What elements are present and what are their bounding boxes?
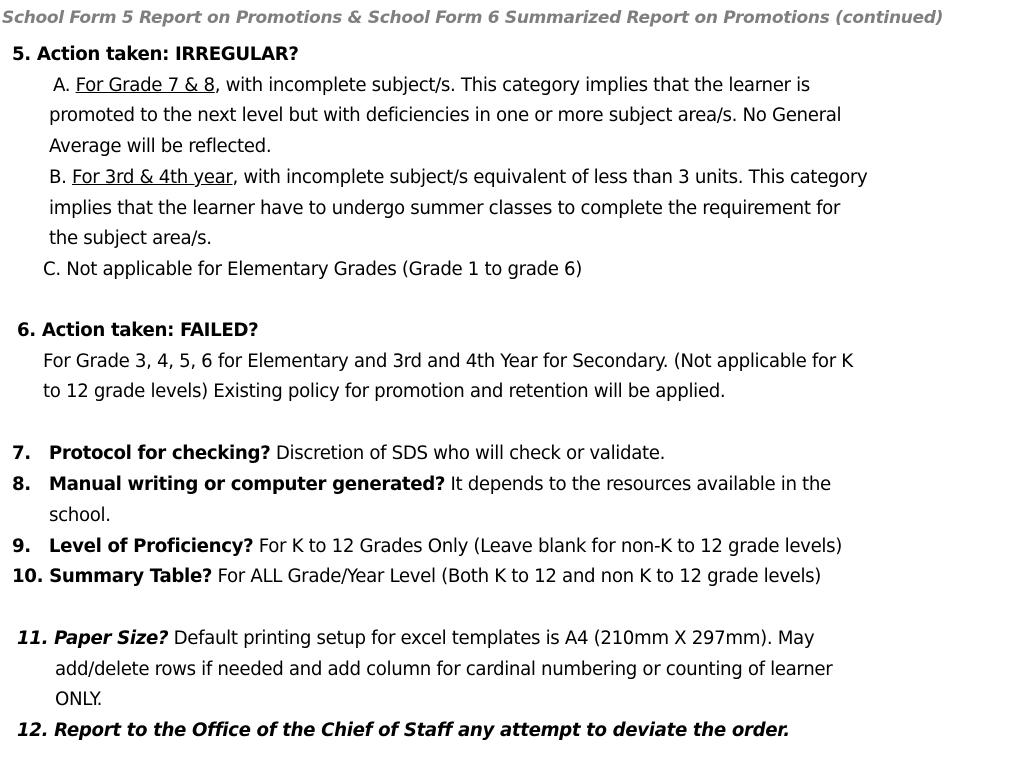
item5-b-line3: the subject area/s. xyxy=(49,228,212,249)
item5-b-line1 xyxy=(49,166,867,190)
item7-label: Protocol for checking? xyxy=(48,443,271,464)
item11-line3: ONLY. xyxy=(55,689,103,710)
item5-b-prefix: B. xyxy=(49,167,72,188)
item9-text: For K to 12 Grades Only (Leave blank for non-K to 12 grade levels) xyxy=(253,536,842,557)
item5-a-grade: For Grade 7 & 8 xyxy=(75,75,215,96)
item9-number: 9. xyxy=(12,536,31,557)
item9 xyxy=(12,535,842,559)
item5-b-text: , with incomplete subject/s equivalent of less than 3 units. This category xyxy=(232,167,868,188)
item10-number: 10. xyxy=(12,566,44,587)
item6-line1: For Grade 3, 4, 5, 6 for Elementary and 3rd and 4th Year for Secondary. (Not applicable for K xyxy=(43,351,853,372)
item10 xyxy=(12,565,821,589)
item5-b-line2: implies that the learner have to undergo summer classes to complete the requirement for xyxy=(49,198,841,219)
item7-number: 7. xyxy=(12,443,31,464)
item8-text: It depends to the resources available in the xyxy=(445,474,831,495)
item7 xyxy=(12,442,665,466)
item11-text: Default printing setup for excel templates is A4 (210mm X 297mm). May xyxy=(168,628,815,649)
item5-a-line1 xyxy=(53,74,810,98)
item7-text: Discretion of SDS who will check or validate. xyxy=(270,443,666,464)
item8 xyxy=(12,473,831,497)
item11-label: 11. Paper Size? xyxy=(17,628,169,649)
item5-heading: 5. Action taken: IRREGULAR? xyxy=(12,44,299,65)
item5-a-text: , with incomplete subject/s. This category implies that the learner is xyxy=(214,75,810,96)
item9-label: Level of Proficiency? xyxy=(48,536,254,557)
item5-c: C. Not applicable for Elementary Grades (Grade 1 to grade 6) xyxy=(43,259,582,280)
slide-title: School Form 5 Report on Promotions & School Form 6 Summarized Report on Promotions (continued) xyxy=(2,8,944,28)
item12: 12. Report to the Office of the Chief of Staff any attempt to deviate the order. xyxy=(17,720,790,741)
item8-label: Manual writing or computer generated? xyxy=(48,474,446,495)
item5-a-prefix: A. xyxy=(53,75,76,96)
item6-line2: to 12 grade levels) Existing policy for promotion and retention will be applied. xyxy=(43,381,726,402)
item8-line2: school. xyxy=(49,505,111,526)
item5-b-year: For 3rd & 4th year xyxy=(72,167,233,188)
item11-line2: add/delete rows if needed and add column for cardinal numbering or counting of learner xyxy=(55,659,833,680)
item8-number: 8. xyxy=(12,474,31,495)
item10-text: For ALL Grade/Year Level (Both K to 12 and non K to 12 grade levels) xyxy=(212,566,822,587)
item11 xyxy=(17,627,814,651)
item10-label: Summary Table? xyxy=(49,566,213,587)
item5-a-line3: Average will be reflected. xyxy=(49,136,272,157)
item6-heading: 6. Action taken: FAILED? xyxy=(17,320,259,341)
item5-a-line2: promoted to the next level but with deficiencies in one or more subject area/s. No General xyxy=(49,105,842,126)
